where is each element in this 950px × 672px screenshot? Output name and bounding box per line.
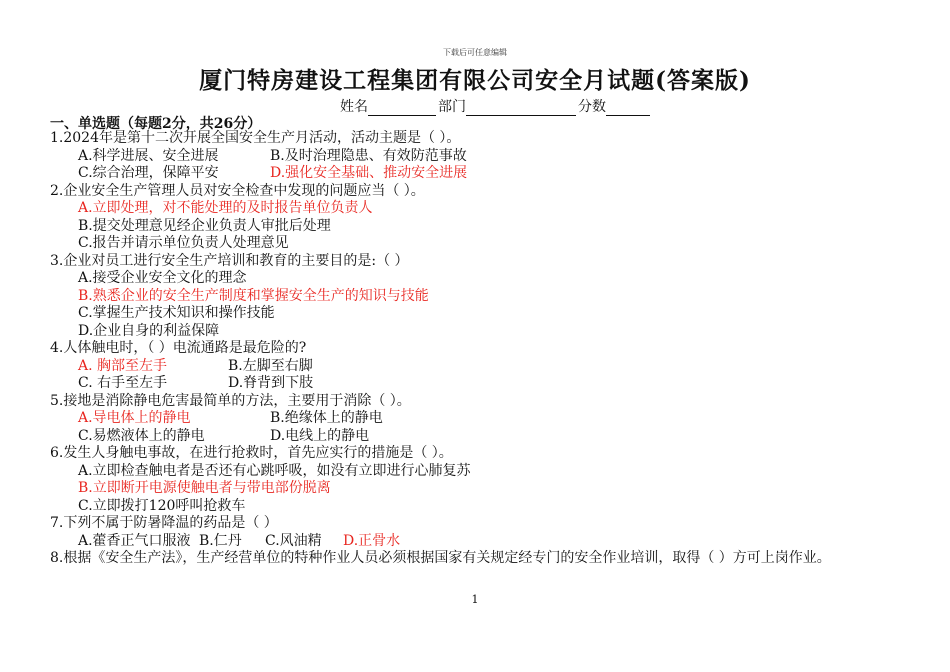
question-stem: 1.2024年是第十二次开展全国安全生产月活动，活动主题是（ ）。: [50, 130, 461, 146]
question-stem: 3.企业对员工进行安全生产培训和教育的主要目的是:（ ）: [50, 252, 409, 269]
correct-option: D.正骨水: [343, 532, 401, 549]
question-stem: 4.人体触电时，（ ）电流通路是最危险的?: [50, 340, 307, 356]
option-line: [50, 218, 900, 236]
option-line: [50, 480, 900, 498]
dept-blank: [466, 100, 576, 116]
score-blank: [606, 100, 650, 116]
correct-option: B.立即断开电源使触电者与带电部份脱离: [78, 480, 331, 496]
option: A.藿香正气口服液: [78, 532, 191, 549]
correct-option: A.立即处理，对不能处理的及时报告单位负责人: [78, 200, 373, 216]
question-list: [50, 130, 900, 568]
section-heading: 一、单选题（每题2分，共26分）: [50, 116, 262, 132]
option: C.综合治理，保障平安: [78, 165, 219, 181]
option: B.仁丹: [199, 532, 242, 549]
option-line: [50, 165, 900, 183]
option-line: [50, 410, 900, 428]
option-line: [50, 305, 900, 323]
info-line: [340, 96, 652, 116]
option: C.掌握生产技术知识和操作技能: [78, 305, 275, 321]
name-blank: [368, 100, 436, 116]
option: C.风油精: [265, 532, 322, 549]
option-line: [50, 235, 900, 253]
option-line: [50, 498, 900, 516]
dept-label: 部门: [438, 99, 466, 115]
option-line: [50, 148, 900, 166]
option-line: [50, 358, 900, 376]
option: C.立即拨打120呼叫抢救车: [78, 497, 246, 514]
option: D.电线上的静电: [270, 427, 370, 444]
question-stem: 2.企业安全生产管理人员对安全检查中发现的问题应当（ ）。: [50, 182, 425, 199]
score-label: 分数: [578, 99, 606, 115]
question-stem: 7.下列不属于防暑降温的药品是（ ）: [50, 515, 278, 531]
option: A.立即检查触电者是否还有心跳呼吸，如没有立即进行心肺复苏: [78, 462, 471, 479]
option: C. 右手至左手: [78, 375, 168, 391]
question-stem: 6.发生人身触电事故，在进行抢救时，首先应实行的措施是（ ）。: [50, 445, 453, 461]
correct-option: D.强化安全基础、推动安全进展: [270, 165, 468, 181]
correct-option: B.熟悉企业的安全生产制度和掌握安全生产的知识与技能: [78, 287, 429, 304]
option: C.易燃液体上的静电: [78, 427, 205, 444]
page-title: 厦门特房建设工程集团有限公司安全月试题(答案版): [199, 67, 751, 94]
option: C.报告并请示单位负责人处理意见: [78, 235, 289, 251]
option: A.接受企业安全文化的理念: [78, 270, 247, 286]
option-line: [50, 323, 900, 341]
option: B.绝缘体上的静电: [270, 410, 383, 426]
option: A.科学进展、安全进展: [78, 147, 219, 164]
question-stem: 8.根据《安全生产法》，生产经营单位的特种作业人员必须根据国家有关规定经专门的安全作业培训，取得（ ）方可上岗作业。: [50, 550, 831, 566]
option-line: [50, 288, 900, 306]
correct-option: A.导电体上的静电: [78, 410, 191, 426]
question-stem: 5.接地是消除静电危害最简单的方法，主要用于消除（ ）。: [50, 392, 411, 409]
option: B.及时治理隐患、有效防范事故: [270, 147, 467, 164]
header-note: 下载后可任意编辑: [443, 48, 507, 57]
option-line: [50, 270, 900, 288]
name-label: 姓名: [340, 99, 368, 115]
option-line: [50, 200, 900, 218]
option-line: [50, 463, 900, 481]
option: D.企业自身的利益保障: [78, 322, 220, 339]
option: D.脊背到下肢: [228, 375, 314, 391]
correct-option: A. 胸部至左手: [78, 357, 168, 374]
option-line: [50, 375, 900, 393]
page-number: 1: [471, 593, 479, 606]
option-line: [50, 428, 900, 446]
option: B.提交处理意见经企业负责人审批后处理: [78, 217, 331, 234]
option: B.左脚至右脚: [228, 357, 313, 374]
option-line: [50, 533, 900, 551]
